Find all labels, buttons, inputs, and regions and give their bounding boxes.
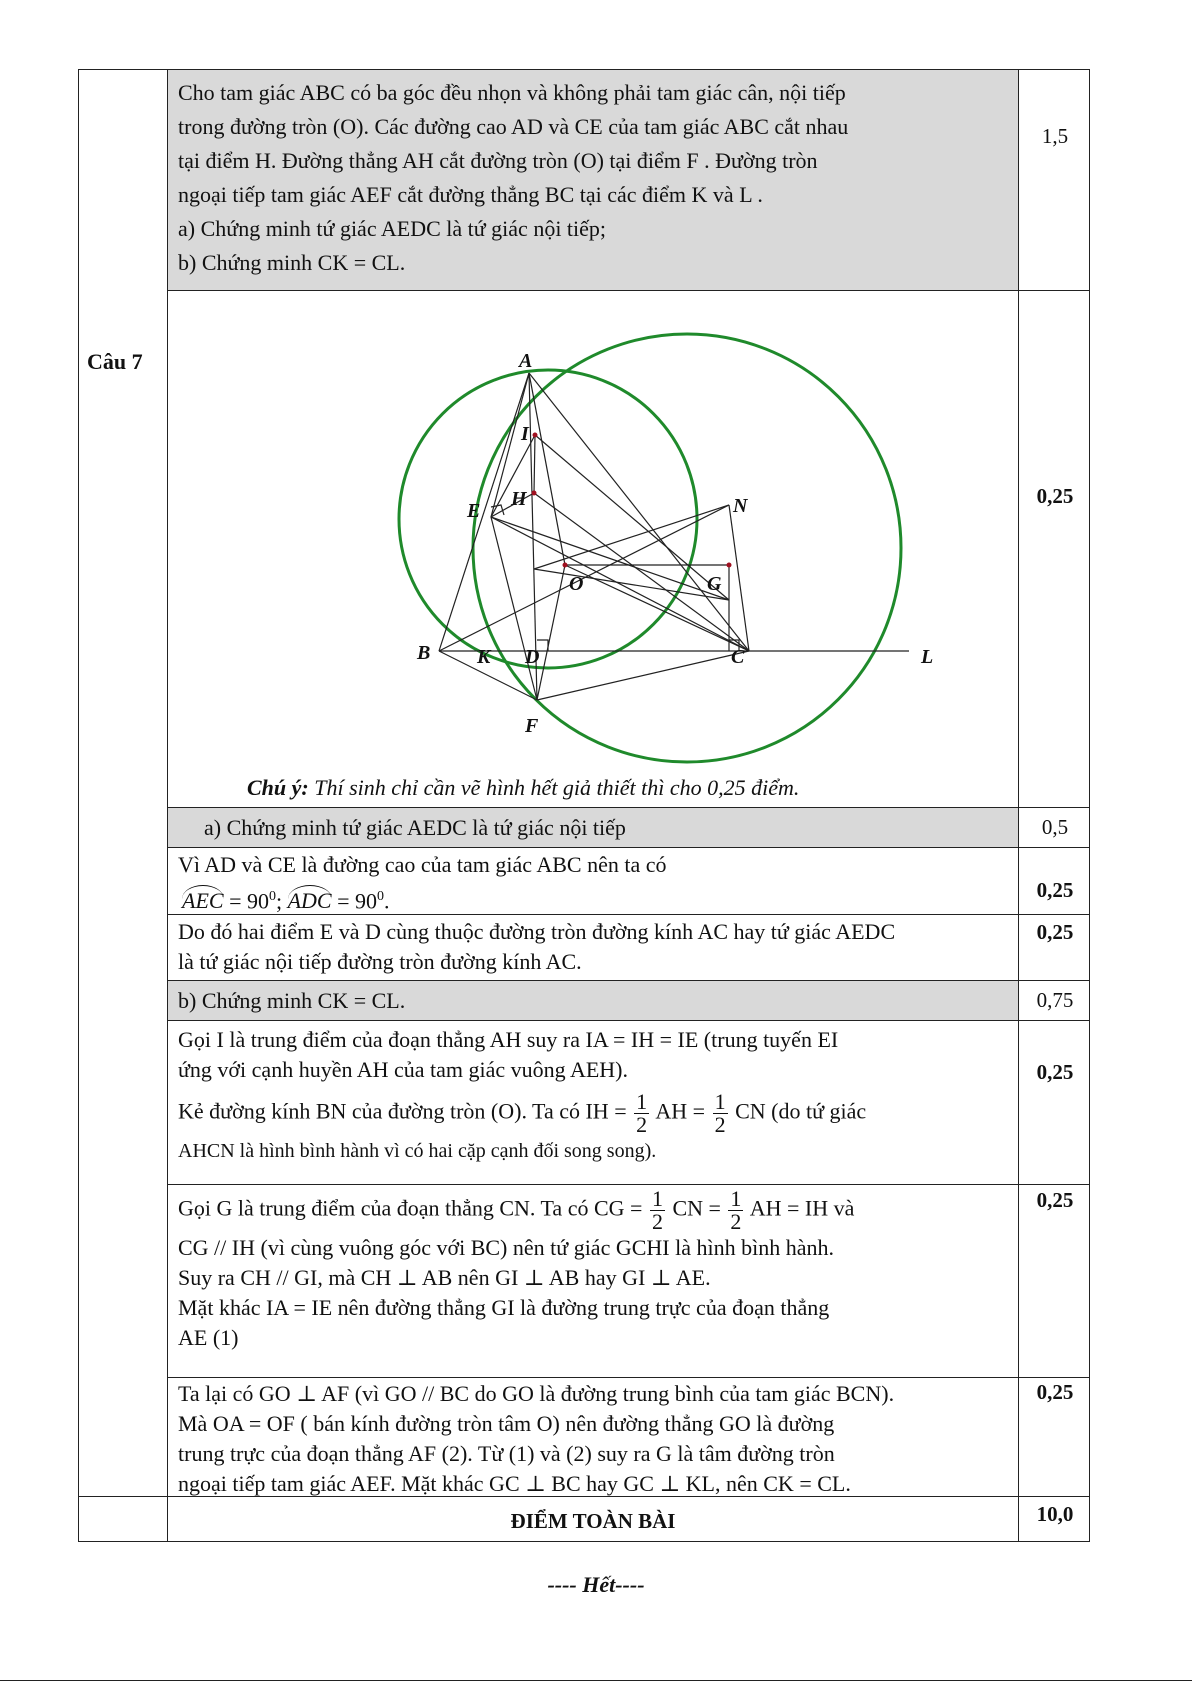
label-F: F xyxy=(525,715,539,737)
step-line: trung trực của đoạn thẳng AF (2). Từ (1) và (2) suy ra G là tâm đường tròn xyxy=(178,1441,835,1466)
problem-line: b) Chứng minh CK = CL. xyxy=(178,250,406,275)
part-b-step2-score: 0,25 xyxy=(1036,1188,1074,1212)
footer-end: ---- Hết---- xyxy=(547,1572,645,1597)
text-part: AH = IH và xyxy=(749,1195,855,1221)
label-N: N xyxy=(733,495,748,517)
step-line: Mặt khác IA = IE nên đường thẳng GI là đường trung trực của đoạn thẳng xyxy=(178,1295,830,1320)
total-label: ĐIỂM TOÀN BÀI xyxy=(510,1509,676,1533)
label-O: O xyxy=(569,573,584,595)
fraction-half: $\frac{1}{2}$ xyxy=(651,1186,663,1234)
fraction-half: $\frac{1}{2}$ xyxy=(636,1089,648,1137)
step-line: AE (1) xyxy=(178,1325,239,1350)
text-part: Kẻ đường kính BN của đường tròn (O). Ta có IH = xyxy=(178,1098,627,1124)
text-part: CN (do tứ giác xyxy=(735,1098,867,1124)
step-line: Do đó hai điểm E và D cùng thuộc đường tròn đường kính AC hay tứ giác AEDC xyxy=(178,919,896,944)
step-line: CG // IH (vì cùng vuông góc với BC) nên tứ giác GCHI là hình bình hành. xyxy=(178,1235,834,1260)
problem-text xyxy=(178,76,1008,280)
label-K: K xyxy=(477,646,491,668)
step-line: Mà OA = OF ( bán kính đường tròn tâm O) nên đường thẳng GO là đường xyxy=(178,1411,835,1436)
text-part: CN = xyxy=(672,1195,721,1221)
part-a-score: 0,5 xyxy=(1041,815,1069,839)
step-line: Gọi I là trung điểm của đoạn thẳng AH suy ra IA = IH = IE (trung tuyến EI xyxy=(178,1027,839,1052)
problem-line: trong đường tròn (O). Các đường cao AD và CE của tam giác ABC cắt nhau xyxy=(178,114,849,139)
label-B: B xyxy=(417,642,431,664)
problem-line: a) Chứng minh tứ giác AEDC là tứ giác nội tiếp; xyxy=(178,216,607,241)
eq-value: = 90 xyxy=(331,888,378,914)
note-text: Thí sinh chỉ cần vẽ hình hết giả thiết thì cho 0,25 điểm. xyxy=(308,775,800,800)
part-a-step2 xyxy=(178,917,1008,977)
step-line: Ta lại có GO ⊥ AF (vì GO // BC do GO là đường trung bình của tam giác BCN). xyxy=(178,1381,895,1406)
part-b-step2 xyxy=(178,1188,1008,1353)
part-b-step3-score: 0,25 xyxy=(1036,1380,1074,1404)
figure-score: 0,25 xyxy=(1036,484,1074,508)
step2-score: 0,25 xyxy=(1036,920,1074,944)
step-line: Suy ra CH // GI, mà CH ⊥ AB nên GI ⊥ AB hay GI ⊥ AE. xyxy=(178,1265,711,1290)
step-line: ngoại tiếp tam giác AEF. Mặt khác GC ⊥ BC hay GC ⊥ KL, nên CK = CL. xyxy=(178,1471,851,1496)
problem-line: tại điểm H. Đường thẳng AH cắt đường tròn (O) tại điểm F . Đường tròn xyxy=(178,148,818,173)
circle-O xyxy=(399,370,697,668)
text-part: Gọi G là trung điểm của đoạn thẳng CN. Ta có CG = xyxy=(178,1195,643,1221)
fraction-half: $\frac{1}{2}$ xyxy=(714,1089,726,1137)
page-bottom-rule xyxy=(0,1680,1192,1681)
total-score: 10,0 xyxy=(1036,1502,1074,1526)
part-b-heading: b) Chứng minh CK = CL. xyxy=(178,988,406,1013)
figure-note xyxy=(247,773,1007,803)
label-A: A xyxy=(519,350,533,372)
problem-score: 1,5 xyxy=(1041,124,1069,148)
angle-ADC: ADC xyxy=(288,885,332,913)
step1-score: 0,25 xyxy=(1036,878,1074,902)
problem-line: ngoại tiếp tam giác AEF cắt đường thẳng BC tại các điểm K và L . xyxy=(178,182,763,207)
part-b-step3 xyxy=(178,1379,1008,1499)
note-label: Chú ý: xyxy=(247,775,309,800)
eq-value: = 90 xyxy=(223,888,269,914)
question-label: Câu 7 xyxy=(87,349,143,374)
fraction-half: $\frac{1}{2}$ xyxy=(730,1186,742,1234)
label-L: L xyxy=(921,646,934,668)
label-G: G xyxy=(707,573,722,595)
angle-equation: AEC = $90^0$; ADC = $90^0$. xyxy=(182,882,1008,916)
step-line xyxy=(178,1188,1008,1233)
answer-table xyxy=(78,69,1090,1542)
label-C: C xyxy=(731,646,745,668)
part-b-score: 0,75 xyxy=(1036,988,1074,1012)
label-D: D xyxy=(525,646,540,668)
step-line: ứng với cạnh huyền AH của tam giác vuông AEH). xyxy=(178,1057,629,1082)
problem-line: Cho tam giác ABC có ba góc đều nhọn và không phải tam giác cân, nội tiếp xyxy=(178,80,846,105)
label-E: E xyxy=(467,500,481,522)
step-line: là tứ giác nội tiếp đường tròn đường kính AC. xyxy=(178,949,582,974)
degree-sup: 0 xyxy=(377,889,385,904)
part-a-step1 xyxy=(178,850,1008,916)
degree-sup: 0 xyxy=(268,889,276,904)
step-line xyxy=(178,1091,1008,1136)
step-line: Vì AD và CE là đường cao của tam giác ABC nên ta có xyxy=(178,852,667,877)
step-line: AHCN là hình bình hành vì có hai cặp cạnh đối song song). xyxy=(178,1140,657,1162)
geometry-figure xyxy=(349,295,949,775)
text-part: AH = xyxy=(655,1098,706,1124)
angle-AEC: AEC xyxy=(182,885,224,913)
label-H: H xyxy=(511,488,527,510)
label-I: I xyxy=(521,423,529,445)
part-b-step1-score: 0,25 xyxy=(1036,1060,1074,1084)
part-b-step1 xyxy=(178,1025,1008,1166)
part-a-heading: a) Chứng minh tứ giác AEDC là tứ giác nội tiếp xyxy=(204,815,626,840)
